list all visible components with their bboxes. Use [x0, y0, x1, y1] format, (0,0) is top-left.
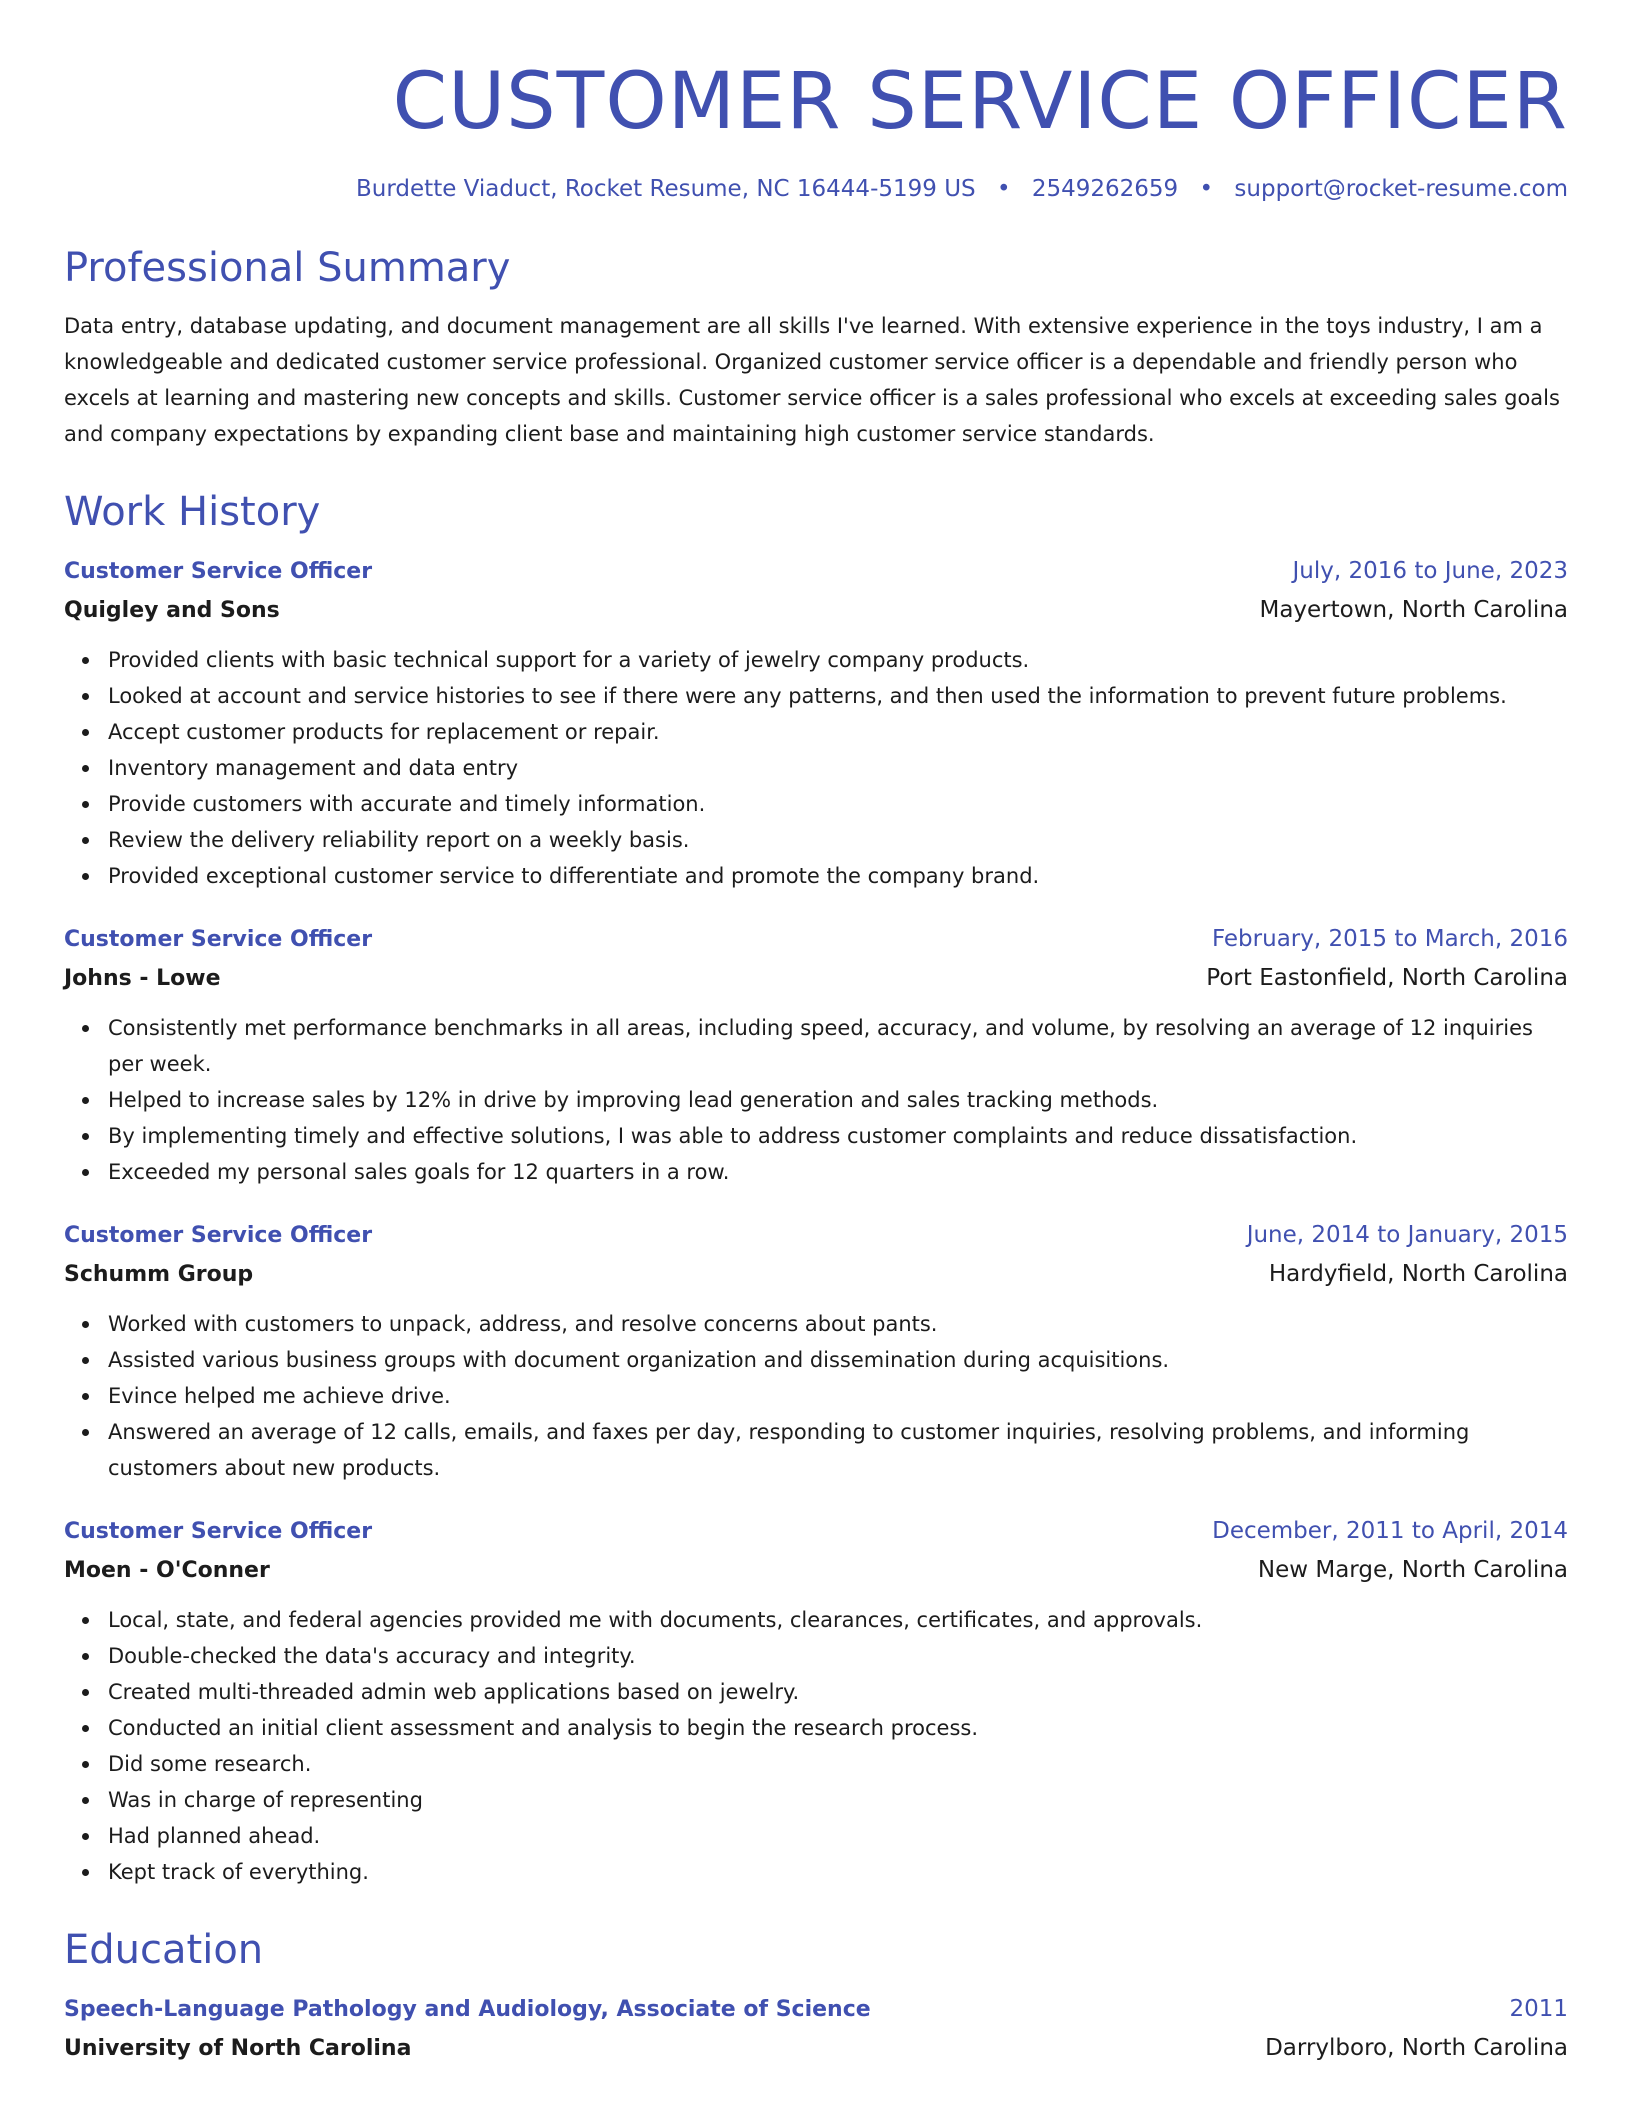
degree-name: Speech-Language Pathology and Audiology, Associate of Science	[64, 1997, 871, 2022]
job-dates: July, 2016 to June, 2023	[1292, 558, 1568, 584]
job-bullet-list	[64, 1602, 1568, 1890]
job-company-row	[64, 1551, 1568, 1590]
list-item: Accept customer products for replacement or repair.	[108, 714, 1568, 750]
contact-line	[64, 174, 1568, 204]
list-item: Provided clients with basic technical support for a variety of jewelry company products.	[108, 642, 1568, 678]
job-dates: February, 2015 to March, 2016	[1211, 926, 1568, 952]
company-name: Johns - Lowe	[64, 966, 221, 991]
work-history-list	[64, 552, 1568, 1890]
job-bullet-list	[64, 1306, 1568, 1486]
job-company-row	[64, 591, 1568, 630]
list-item: Provided exceptional customer service to differentiate and promote the company brand.	[108, 858, 1568, 894]
job-title: Customer Service Officer	[64, 927, 373, 952]
job-title: Customer Service Officer	[64, 1519, 373, 1544]
resume-title: CUSTOMER SERVICE OFFICER	[392, 57, 1568, 147]
school-name: University of North Carolina	[64, 2036, 412, 2061]
contact-address: Burdette Viaduct, Rocket Resume, NC 16444-5199 US	[356, 176, 976, 202]
education-entry	[64, 1990, 1568, 2068]
company-name: Moen - O'Conner	[64, 1558, 270, 1583]
education-degree-row	[64, 1990, 1568, 2029]
list-item: Did some research.	[108, 1746, 1568, 1782]
contact-email[interactable]: support@rocket-resume.com	[1234, 176, 1568, 202]
job-entry	[64, 552, 1568, 894]
job-entry	[64, 1216, 1568, 1486]
graduation-year: 2011	[1509, 1996, 1568, 2022]
work-history-heading: Work History	[64, 489, 321, 535]
contact-separator: •	[1199, 176, 1214, 202]
job-location: Hardyfield, North Carolina	[1268, 1261, 1568, 1287]
education-school-row	[64, 2029, 1568, 2068]
contact-phone[interactable]: 2549262659	[1031, 176, 1179, 202]
company-name: Schumm Group	[64, 1262, 254, 1287]
list-item: Worked with customers to unpack, address, and resolve concerns about pants.	[108, 1306, 1568, 1342]
job-bullet-list	[64, 642, 1568, 894]
education-list	[64, 1990, 1568, 2068]
list-item: Created multi-threaded admin web applications based on jewelry.	[108, 1674, 1568, 1710]
school-location: Darrylboro, North Carolina	[1265, 2035, 1568, 2061]
job-location: New Marge, North Carolina	[1257, 1557, 1568, 1583]
contact-separator: •	[996, 176, 1011, 202]
list-item: Consistently met performance benchmarks in all areas, including speed, accuracy, and volume, by resolving an average of 12 inquiries per week.	[108, 1010, 1568, 1082]
job-location: Mayertown, North Carolina	[1259, 597, 1568, 623]
company-name: Quigley and Sons	[64, 598, 280, 623]
list-item: Conducted an initial client assessment and analysis to begin the research process.	[108, 1710, 1568, 1746]
job-bullet-list	[64, 1010, 1568, 1190]
list-item: Assisted various business groups with document organization and dissemination during acquisitions.	[108, 1342, 1568, 1378]
summary-text: Data entry, database updating, and document management are all skills I've learned. With extensive experience in the toys industry, I am a knowledgeable and dedicated customer service professional. Organized customer service officer is a dependable and friendly person who excels at learning and mastering new concepts and skills. Customer service officer is a sales professional who excels at exceeding sales goals and company expectations by expanding client base and maintaining high customer service standards.	[64, 314, 1560, 446]
job-entry	[64, 920, 1568, 1190]
list-item: Exceeded my personal sales goals for 12 quarters in a row.	[108, 1154, 1568, 1190]
job-dates: June, 2014 to January, 2015	[1246, 1222, 1568, 1248]
job-location: Port Eastonfield, North Carolina	[1206, 965, 1568, 991]
job-dates: December, 2011 to April, 2014	[1212, 1518, 1568, 1544]
list-item: By implementing timely and effective solutions, I was able to address customer complaints and reduce dissatisfaction.	[108, 1118, 1568, 1154]
job-entry	[64, 1512, 1568, 1890]
list-item: Review the delivery reliability report on a weekly basis.	[108, 822, 1568, 858]
list-item: Evince helped me achieve drive.	[108, 1378, 1568, 1414]
resume-header	[64, 52, 1568, 204]
job-title-row	[64, 552, 1568, 591]
job-company-row	[64, 959, 1568, 998]
list-item: Kept track of everything.	[108, 1854, 1568, 1890]
summary-heading: Professional Summary	[64, 245, 511, 291]
list-item: Looked at account and service histories to see if there were any patterns, and then used the information to prevent future problems.	[108, 678, 1568, 714]
job-company-row	[64, 1255, 1568, 1294]
job-title: Customer Service Officer	[64, 1223, 373, 1248]
list-item: Helped to increase sales by 12% in drive by improving lead generation and sales tracking methods.	[108, 1082, 1568, 1118]
list-item: Was in charge of representing	[108, 1782, 1568, 1818]
job-title-row	[64, 1216, 1568, 1255]
list-item: Double-checked the data's accuracy and integrity.	[108, 1638, 1568, 1674]
list-item: Local, state, and federal agencies provided me with documents, clearances, certificates, and approvals.	[108, 1602, 1568, 1638]
job-title-row	[64, 1512, 1568, 1551]
job-title: Customer Service Officer	[64, 559, 373, 584]
education-heading: Education	[64, 1927, 264, 1973]
job-title-row	[64, 920, 1568, 959]
list-item: Answered an average of 12 calls, emails, and faxes per day, responding to customer inquiries, resolving problems, and informing customers about new products.	[108, 1414, 1568, 1486]
list-item: Provide customers with accurate and timely information.	[108, 786, 1568, 822]
list-item: Inventory management and data entry	[108, 750, 1568, 786]
list-item: Had planned ahead.	[108, 1818, 1568, 1854]
